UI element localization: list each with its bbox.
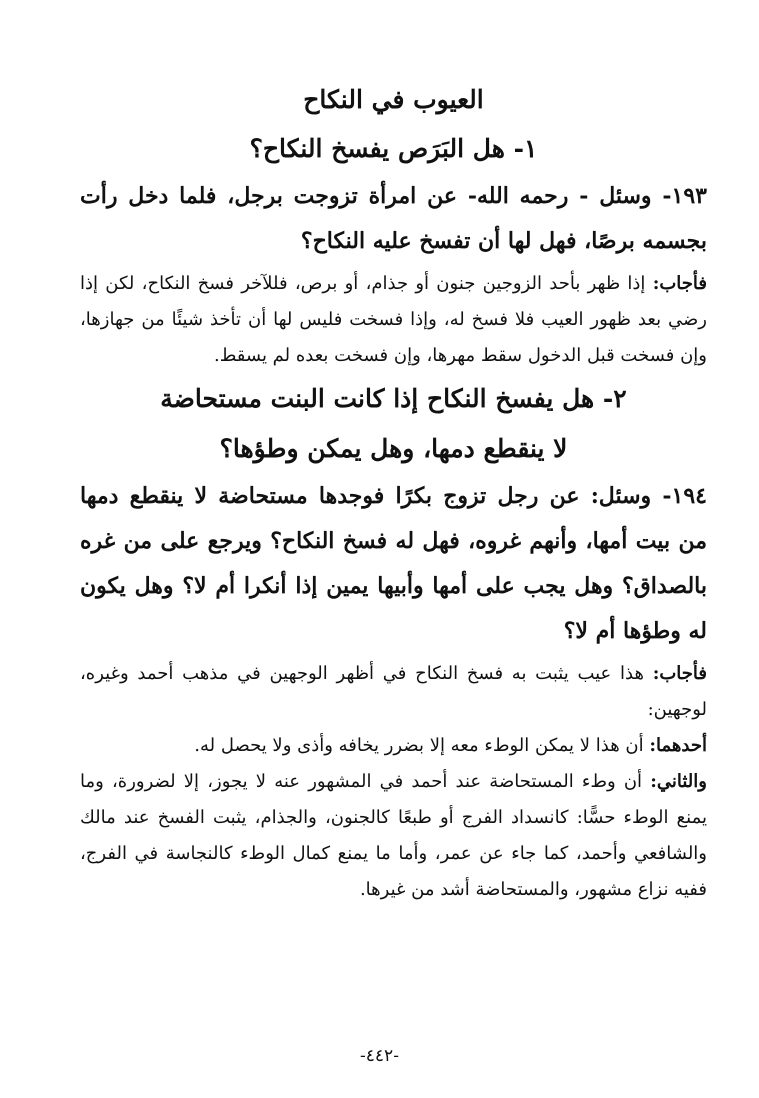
question-193-text: وسئل - رحمه الله- عن امرأة تزوجت برجل، فلما دخل رأت بجسمه برصًا، فهل لها أن تفسخ عليه النكاح؟: [80, 183, 707, 254]
reason-second-label: والثاني:: [650, 771, 707, 792]
question-194-text: وسئل: عن رجل تزوج بكرًا فوجدها مستحاضة لا ينقطع دمها من بيت أمها، وأنهم غروه، فهل له فسخ النكاح؟ ويرجع على من غره بالصداق؟ وهل يجب على أمها وأبيها يمين إذا أنكرا أم لا؟ وهل يكون له وطؤها أم لا؟: [80, 483, 707, 644]
reason-first-label: أحدهما:: [649, 735, 707, 756]
question-194-number: ١٩٤-: [662, 483, 707, 509]
question-193: [80, 174, 707, 264]
answer-193-text: إذا ظهر بأحد الزوجين جنون أو جذام، أو برص، فللآخر فسخ النكاح، لكن إذا رضي بعد ظهور العيب فلا فسخ له، وإذا فسخت فليس لها أن تأخذ شيئًا من جهازها، وإن فسخت قبل الدخول سقط مهرها، وإن فسخت بعده لم يسقط.: [80, 273, 707, 366]
page-number: -٤٤٢-: [360, 1046, 399, 1066]
reason-second: [80, 764, 707, 908]
chapter-title: العيوب في النكاح: [303, 85, 484, 114]
page-content: [80, 70, 707, 908]
answer-193: [80, 266, 707, 374]
answer-194-label: فأجاب:: [652, 663, 707, 684]
reason-first-text: أن هذا لا يمكن الوطء معه إلا بضرر يخافه وأذى ولا يحصل له.: [194, 735, 644, 756]
question-194: [80, 474, 707, 654]
reason-first: [80, 728, 707, 764]
answer-194: [80, 656, 707, 728]
section-2-title-line-1: ٢- هل يفسخ النكاح إذا كانت البنت مستحاضة: [160, 384, 627, 413]
answer-194-text: هذا عيب يثبت به فسخ النكاح في أظهر الوجهين في مذهب أحمد وغيره، لوجهين:: [80, 663, 707, 720]
reason-second-text: أن وطء المستحاضة عند أحمد في المشهور عنه لا يجوز، إلا لضرورة، وما يمنع الوطء حسًّا: كانسداد الفرج أو طبعًا كالجنون، والجذام، يثبت الفسخ عند مالك والشافعي وأحمد، كما جاء عن عمر، وأما ما يمنع كمال الوطء كالنجاسة في الفرج، ففيه نزاع مشهور، والمستحاضة أشد من غيرها.: [80, 771, 707, 900]
section-2-title-line-2: لا ينقطع دمها، وهل يمكن وطؤها؟: [219, 434, 568, 463]
answer-193-label: فأجاب:: [652, 273, 707, 294]
section-1-title: ١- هل البَرَص يفسخ النكاح؟: [249, 134, 538, 163]
question-193-number: ١٩٣-: [662, 183, 707, 209]
